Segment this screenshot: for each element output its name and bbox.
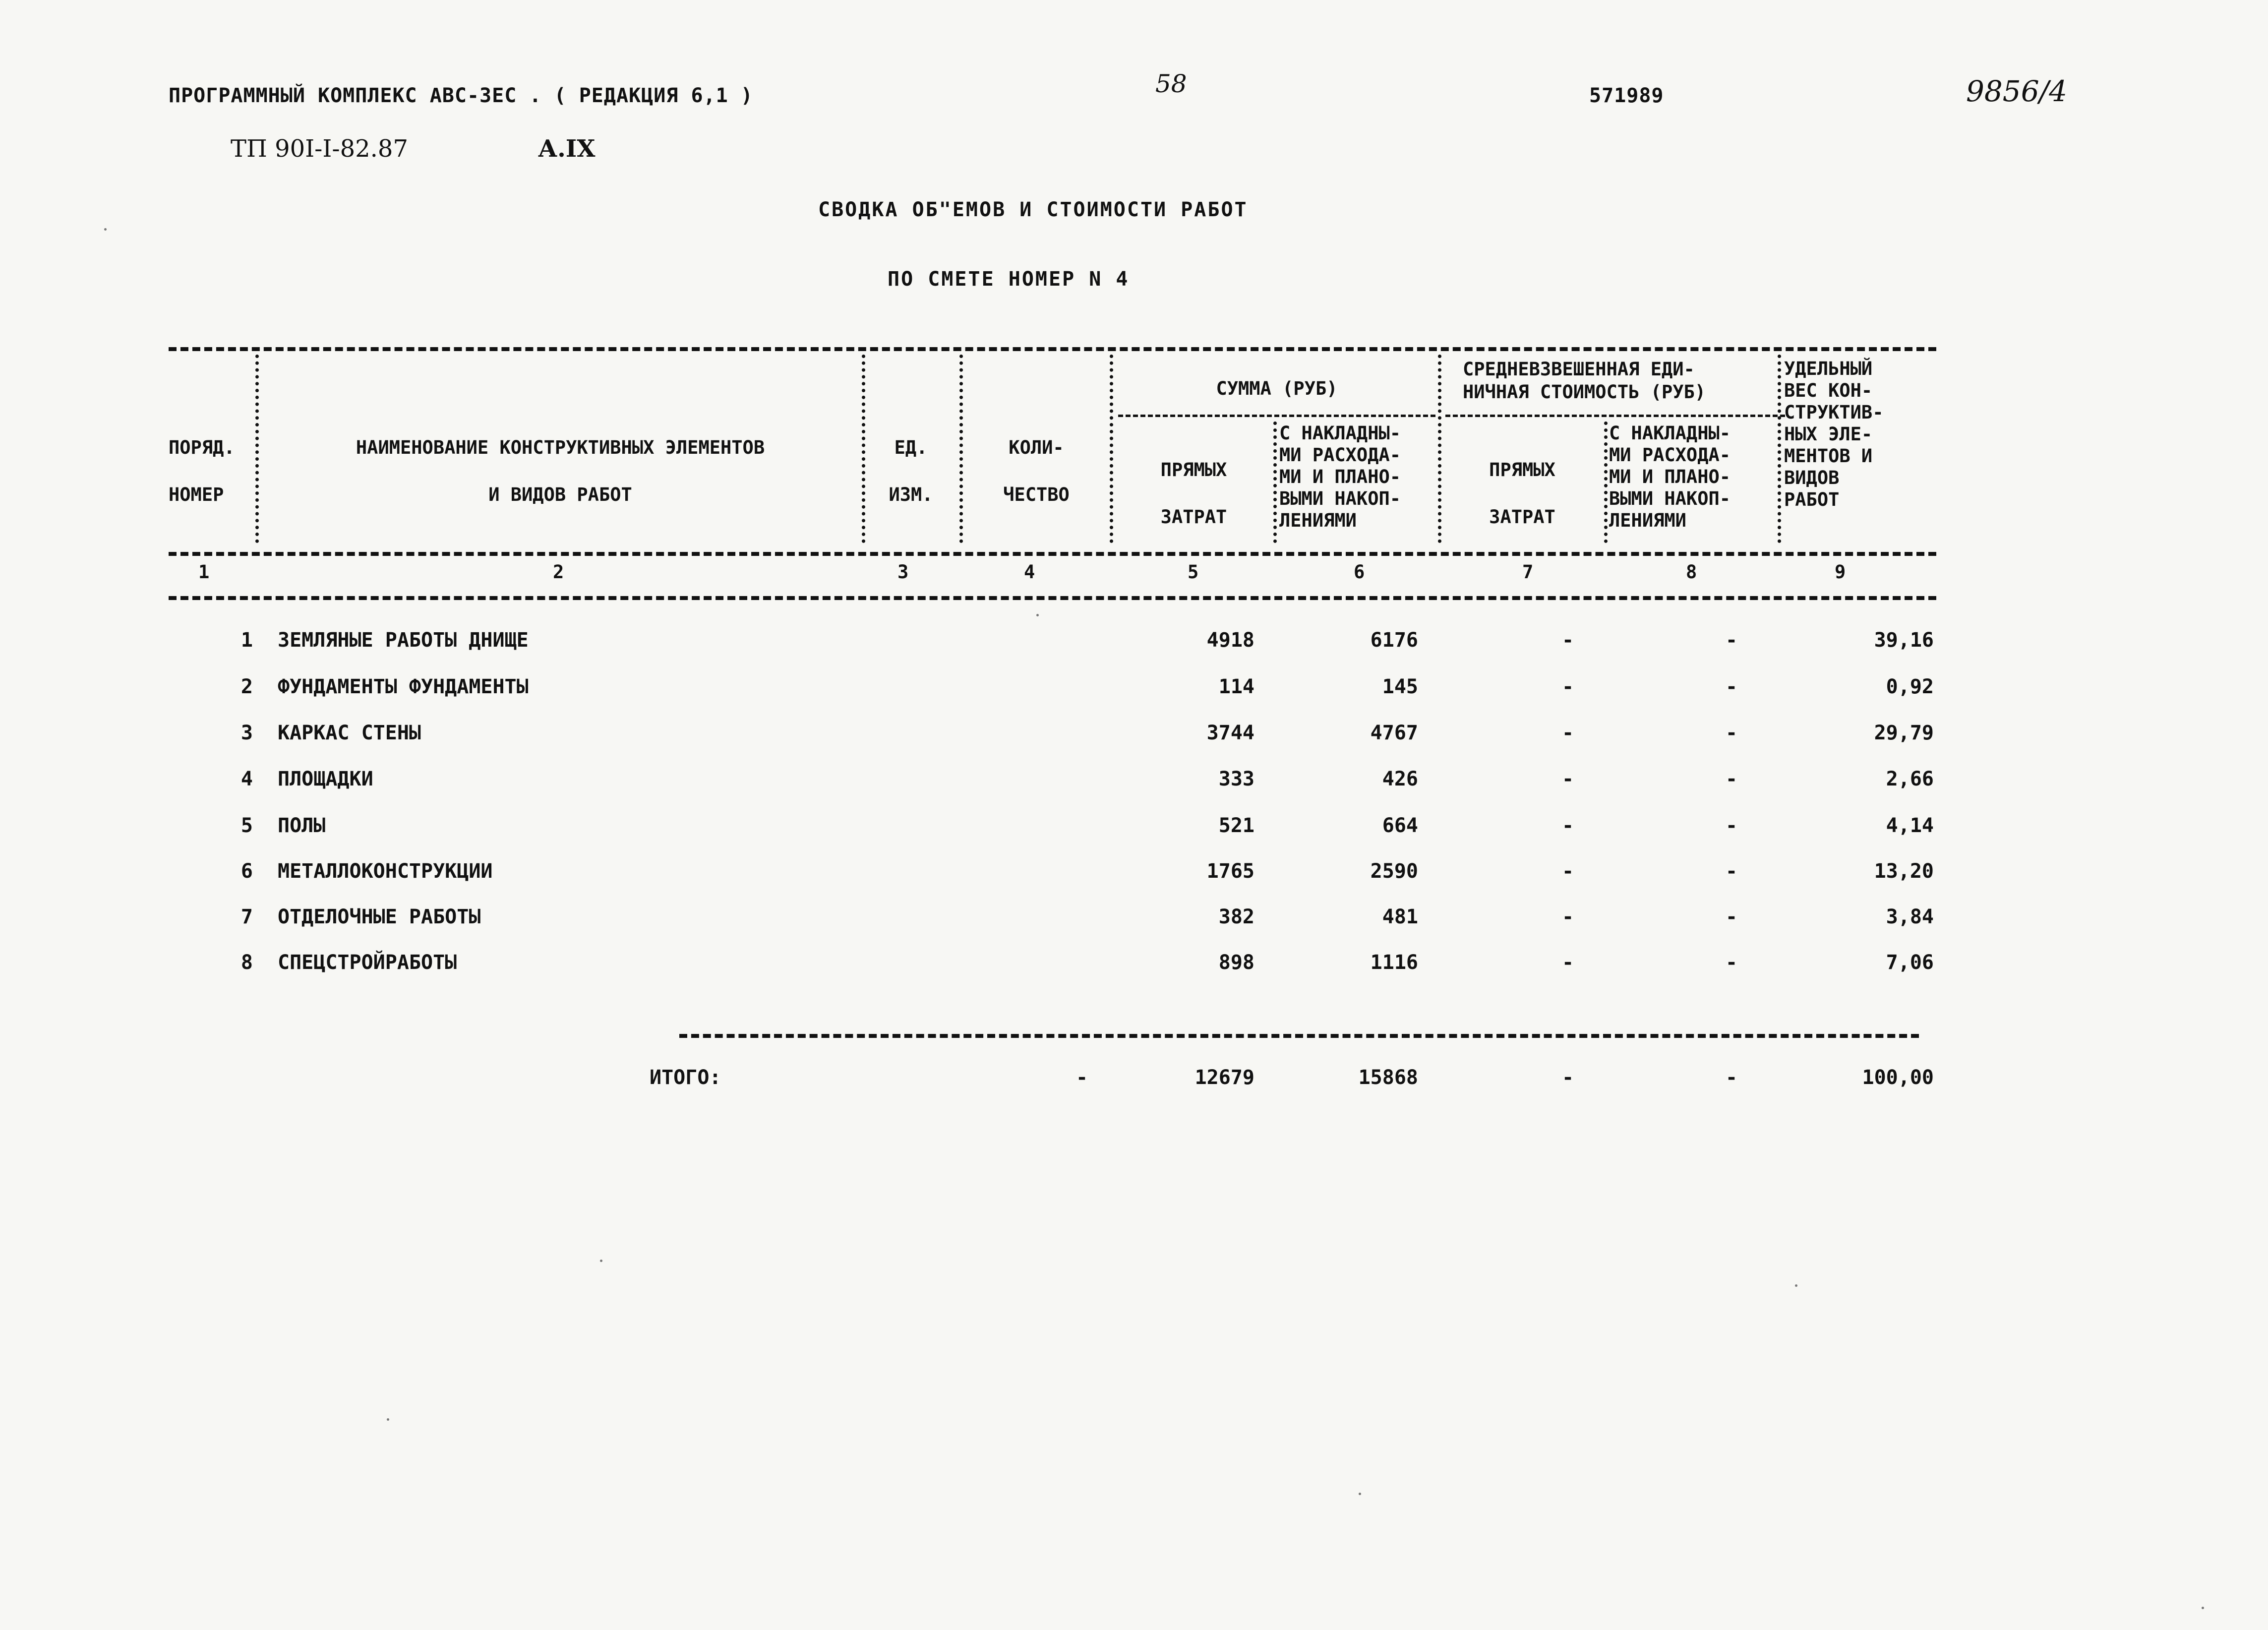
col-header-overhead: С НАКЛАДНЫ- МИ РАСХОДА- МИ И ПЛАНО- ВЫМИ НАКОП- ЛЕНИЯМИ [1279, 423, 1401, 531]
row-direct: 4918 [1206, 629, 1254, 652]
col-number: 8 [1686, 561, 1697, 583]
row-avg-overhead: - [1726, 951, 1738, 974]
document-subtitle: ПО СМЕТЕ НОМЕР N 4 [888, 268, 1130, 291]
col-header-number: ПОРЯД. НОМЕР [169, 437, 235, 505]
col-number: 6 [1354, 561, 1365, 583]
row-avg-direct: - [1562, 768, 1574, 790]
table-row [0, 768, 2268, 797]
row-overhead: 481 [1382, 906, 1418, 928]
row-name: МЕТАЛЛОКОНСТРУКЦИИ [278, 860, 493, 883]
col-header-avg-direct: ПРЯМЫХ ЗАТРАТ [1489, 459, 1555, 528]
row-name: ОТДЕЛОЧНЫЕ РАБОТЫ [278, 906, 481, 928]
col-header-quantity: КОЛИ- ЧЕСТВО [1003, 437, 1070, 505]
row-name: ЗЕМЛЯНЫЕ РАБОТЫ ДНИЩЕ [278, 629, 529, 652]
col-number: 1 [198, 561, 210, 583]
handwritten-number: 9856/4 [1966, 74, 2068, 108]
table-top-rule [169, 347, 1936, 351]
row-number: 4 [240, 768, 253, 790]
scan-speck [1795, 1284, 1797, 1287]
row-avg-overhead: - [1726, 675, 1738, 698]
col-header-direct: ПРЯМЫХ ЗАТРАТ [1160, 459, 1227, 528]
row-name: СПЕЦСТРОЙРАБОТЫ [278, 951, 457, 974]
row-avg-direct: - [1562, 722, 1574, 744]
col-header-avg-overhead: С НАКЛАДНЫ- МИ РАСХОДА- МИ И ПЛАНО- ВЫМИ НАКОП- ЛЕНИЯМИ [1609, 423, 1731, 531]
total-avg-direct: - [1562, 1066, 1574, 1089]
row-direct: 521 [1218, 814, 1254, 837]
row-direct: 333 [1218, 768, 1254, 790]
col-header-unit: ЕД. ИЗМ. [889, 437, 933, 505]
row-number: 8 [240, 951, 253, 974]
col-separator [1438, 355, 1441, 543]
row-avg-direct: - [1562, 814, 1574, 837]
row-avg-direct: - [1562, 860, 1574, 883]
table-row [0, 860, 2268, 890]
col-header-sum-group: СУММА (РУБ) [1216, 378, 1338, 399]
table-row [0, 722, 2268, 751]
scan-speck [1036, 614, 1039, 616]
row-share: 39,16 [1874, 629, 1934, 652]
row-number: 5 [240, 814, 253, 837]
col-separator [255, 355, 259, 543]
row-avg-overhead: - [1726, 906, 1738, 928]
col-header-share: УДЕЛЬНЫЙ ВЕС КОН- СТРУКТИВ- НЫХ ЭЛЕ- МЕНТОВ И ВИДОВ РАБОТ [1784, 358, 1884, 510]
total-share: 100,00 [1862, 1066, 1934, 1089]
total-avg-overhead: - [1726, 1066, 1738, 1089]
scan-speck [1359, 1493, 1361, 1495]
row-share: 7,06 [1886, 951, 1934, 974]
table-row [0, 814, 2268, 844]
row-share: 3,84 [1886, 906, 1934, 928]
col-header-name: НАИМЕНОВАНИЕ КОНСТРУКТИВНЫХ ЭЛЕМЕНТОВ И ВИДОВ РАБОТ [356, 437, 765, 505]
scan-speck [2202, 1607, 2204, 1609]
row-name: ПОЛЫ [278, 814, 326, 837]
col-separator [862, 355, 865, 543]
sum-group-rule [1118, 415, 1435, 417]
col-number: 2 [553, 561, 564, 583]
document-code: 571989 [1589, 84, 1664, 107]
col-number: 4 [1024, 561, 1035, 583]
row-share: 29,79 [1874, 722, 1934, 744]
scan-speck [600, 1260, 602, 1262]
col-separator [1110, 355, 1113, 543]
total-row [0, 1066, 2268, 1096]
album-code: А.IX [538, 135, 596, 163]
row-direct: 898 [1218, 951, 1254, 974]
row-avg-overhead: - [1726, 722, 1738, 744]
row-avg-overhead: - [1726, 629, 1738, 652]
total-label: ИТОГО: [650, 1066, 721, 1089]
row-overhead: 664 [1382, 814, 1418, 837]
scan-speck [104, 228, 107, 231]
row-avg-overhead: - [1726, 860, 1738, 883]
row-share: 0,92 [1886, 675, 1934, 698]
page-number: 58 [1155, 69, 1187, 98]
program-header: ПРОГРАММНЫЙ КОМПЛЕКС АВС-ЗЕС . ( РЕДАКЦИЯ 6,1 ) [169, 84, 753, 107]
col-separator [959, 355, 963, 543]
total-rule [679, 1034, 1919, 1038]
row-number: 7 [240, 906, 253, 928]
row-overhead: 426 [1382, 768, 1418, 790]
row-overhead: 4767 [1370, 722, 1418, 744]
row-avg-direct: - [1562, 629, 1574, 652]
col-number: 5 [1188, 561, 1199, 583]
col-number: 9 [1835, 561, 1846, 583]
row-avg-direct: - [1562, 906, 1574, 928]
table-row [0, 675, 2268, 705]
table-row [0, 951, 2268, 981]
project-code: ТП 90I-I-82.87 [231, 135, 408, 163]
row-number: 6 [240, 860, 253, 883]
total-overhead: 15868 [1358, 1066, 1418, 1089]
row-number: 1 [240, 629, 253, 652]
col-separator [1273, 422, 1277, 543]
row-avg-direct: - [1562, 951, 1574, 974]
total-direct: 12679 [1194, 1066, 1254, 1089]
scan-speck [387, 1418, 389, 1421]
row-share: 13,20 [1874, 860, 1934, 883]
row-share: 4,14 [1886, 814, 1934, 837]
row-share: 2,66 [1886, 768, 1934, 790]
column-number-rule [169, 596, 1936, 600]
row-overhead: 2590 [1370, 860, 1418, 883]
row-direct: 382 [1218, 906, 1254, 928]
row-name: КАРКАС СТЕНЫ [278, 722, 421, 744]
row-name: ФУНДАМЕНТЫ ФУНДАМЕНТЫ [278, 675, 529, 698]
row-overhead: 6176 [1370, 629, 1418, 652]
header-bottom-rule [169, 552, 1936, 556]
row-number: 3 [240, 722, 253, 744]
row-overhead: 145 [1382, 675, 1418, 698]
row-overhead: 1116 [1370, 951, 1418, 974]
col-header-avg-group: СРЕДНЕВЗВЕШЕННАЯ ЕДИ- НИЧНАЯ СТОИМОСТЬ (РУБ) [1463, 359, 1706, 403]
avg-group-rule [1445, 415, 1785, 417]
table-row [0, 629, 2268, 659]
col-number: 7 [1522, 561, 1534, 583]
row-direct: 114 [1218, 675, 1254, 698]
document-title: СВОДКА ОБ"ЕМОВ И СТОИМОСТИ РАБОТ [818, 198, 1248, 221]
row-name: ПЛОЩАДКИ [278, 768, 373, 790]
col-separator [1604, 422, 1608, 543]
col-separator [1778, 355, 1781, 543]
table-row [0, 906, 2268, 935]
row-number: 2 [240, 675, 253, 698]
row-avg-overhead: - [1726, 814, 1738, 837]
row-avg-overhead: - [1726, 768, 1738, 790]
row-avg-direct: - [1562, 675, 1574, 698]
row-direct: 3744 [1206, 722, 1254, 744]
total-quantity: - [1076, 1066, 1088, 1089]
col-number: 3 [897, 561, 909, 583]
row-direct: 1765 [1206, 860, 1254, 883]
